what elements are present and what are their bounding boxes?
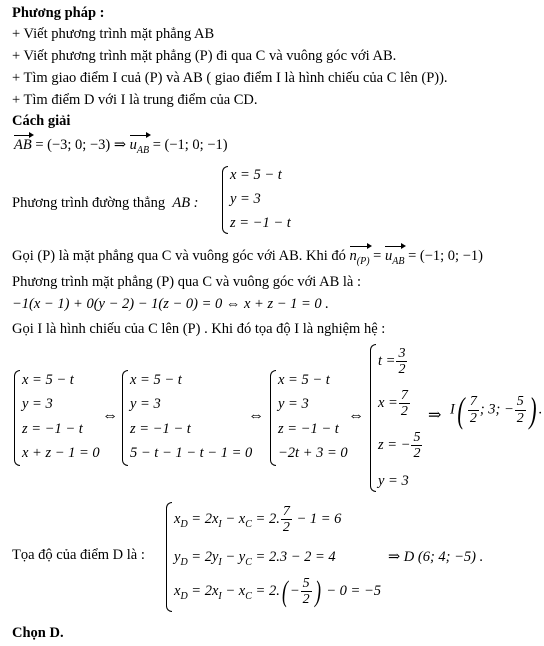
section-title-method: Phương pháp : xyxy=(12,5,105,21)
system3-eq-3: z = −1 − t xyxy=(278,421,339,437)
equiv-1: ⇔ xyxy=(102,407,118,424)
section-title-solution: Cách giải xyxy=(12,113,71,129)
plane-eq: −1(x − 1) + 0(y − 2) − 1(z − 0) = 0 ⇔ x + z − 1 = 0 . xyxy=(12,296,329,312)
implies-1: ⇒ xyxy=(428,407,442,424)
system2-brace xyxy=(122,370,128,466)
D-eq-1: $x_D = 2x_I - x_C = 2$. $\frac{7}{2}$ − 1 = 6 xyxy=(174,504,342,536)
system4-y: y = 3 xyxy=(378,473,409,489)
point-I-result: I( $\frac{7}{2}$ ; 3; − $\frac{5}{2}$ ) . xyxy=(450,390,543,430)
system2-eq-1: x = 5 − t xyxy=(130,372,182,388)
answer: Chọn D. xyxy=(12,625,64,641)
plane-intro: Gọi (P) là mặt phẳng qua C và vuông góc với AB. Khi đó $n_{(P)} = u_{AB} = (-1$; 0; −1) xyxy=(12,248,483,267)
D-result: ⇒ D (6; 4; −5) . xyxy=(388,549,484,565)
D-eq-2: $y_D = 2y_I - y_C = 2.3 - 2 = 4$ xyxy=(174,549,336,568)
system1-eq-4: x + z − 1 = 0 xyxy=(22,445,100,461)
step-2: + Viết phương trình mặt phẳng (P) đi qua C và vuông góc với AB. xyxy=(12,48,397,64)
equiv-3: ⇔ xyxy=(348,407,364,424)
vector-u: $u_{AB}$ xyxy=(129,137,150,156)
system1-eq-3: z = −1 − t xyxy=(22,421,83,437)
system1-brace xyxy=(14,370,20,466)
equiv-2: ⇔ xyxy=(248,407,264,424)
system2-eq-2: y = 3 xyxy=(130,396,161,412)
system1-eq-1: x = 5 − t xyxy=(22,372,74,388)
step-4: + Tìm điểm D với I là trung điểm của CD. xyxy=(12,92,258,108)
system4-brace xyxy=(370,344,376,492)
vector-ab-value: = (−3; 0; −3) ⇒ xyxy=(31,137,130,153)
vector-ab: AB xyxy=(14,137,32,153)
D-brace xyxy=(166,502,172,612)
projection-label: Gọi I là hình chiếu của C lên (P) . Khi đó tọa độ I là nghiệm hệ : xyxy=(12,321,386,337)
system4-x: x = $\frac{7}{2}$ xyxy=(378,388,408,420)
system3-eq-4: −2t + 3 = 0 xyxy=(278,445,348,461)
system2-eq-4: 5 − t − 1 − t − 1 = 0 xyxy=(130,445,253,461)
step-3: + Tìm giao điểm I cuả (P) và AB ( giao điểm I là hình chiếu của C lên (P)). xyxy=(12,70,448,86)
line-eq-2: y = 3 xyxy=(230,191,261,207)
D-label: Tọa độ của điểm D là : xyxy=(12,547,145,563)
line-eq-label: Phương trình đường thẳng AB : xyxy=(12,195,199,211)
system4-t: t = $\frac{3}{2}$ xyxy=(378,346,406,378)
system2-eq-3: z = −1 − t xyxy=(130,421,191,437)
system1-eq-2: y = 3 xyxy=(22,396,53,412)
line-eq-1: x = 5 − t xyxy=(230,167,282,183)
line-eq-brace xyxy=(222,166,228,234)
system3-brace xyxy=(270,370,276,466)
plane-eq-label: Phương trình mặt phẳng (P) qua C và vuông góc với AB là : xyxy=(12,274,362,290)
step-1: + Viết phương trình mặt phẳng AB xyxy=(12,26,215,42)
system3-eq-1: x = 5 − t xyxy=(278,372,330,388)
vector-u-value: = (−1; 0; −1) xyxy=(149,137,228,153)
system4-z: z = − $\frac{5}{2}$ xyxy=(378,430,421,462)
system3-eq-2: y = 3 xyxy=(278,396,309,412)
line-eq-3: z = −1 − t xyxy=(230,215,291,231)
D-eq-3: $x_D = 2x_I - x_C = 2$.( − $\frac{5}{2}$ ) − 0 = −5 xyxy=(174,574,381,608)
vector-line xyxy=(14,136,228,158)
